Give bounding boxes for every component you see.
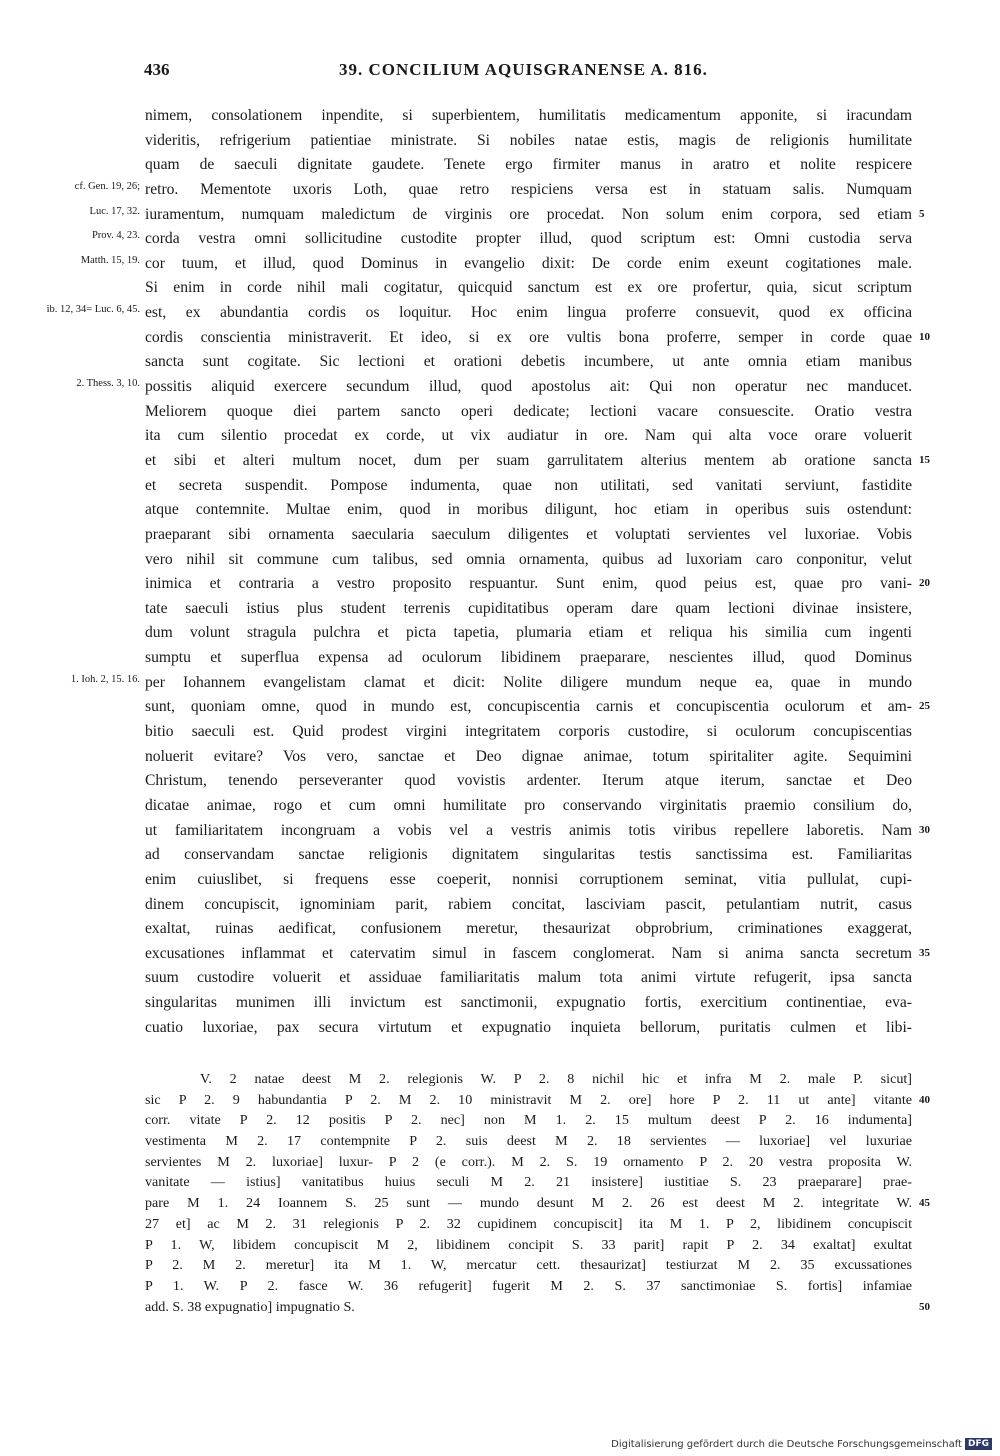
text-line — [0, 400, 1000, 425]
margin-reference: Luc. 17, 32. — [89, 205, 140, 217]
apparatus-line — [0, 1152, 1000, 1173]
line-text: dicatae animae, rogo et cum omni humilitate pro conservando virginitatis praemio consilium do, — [145, 796, 912, 814]
apparatus-text: corr. vitate P 2. 12 positis P 2. nec] non M 1. 2. 15 multum deest P 2. 16 indumenta] — [145, 1112, 912, 1129]
text-line — [0, 819, 1000, 844]
text-line — [0, 474, 1000, 499]
text-line — [0, 153, 1000, 178]
line-text: retro. Mementote uxoris Loth, quae retro respiciens versa est in statuam salis. Numquam — [145, 180, 912, 198]
text-line — [0, 966, 1000, 991]
text-line — [0, 745, 1000, 770]
line-number: 10 — [919, 330, 930, 343]
line-text: enim cuiuslibet, si frequens esse coeperit, nonnisi corruptionem seminat, vitia pullulat, cupi- — [145, 870, 912, 888]
apparatus-line — [0, 1255, 1000, 1276]
line-text: possitis aliquid exercere secundum illud, quod apostolus ait: Qui non operatur nec manducet. — [145, 378, 912, 396]
apparatus-line — [0, 1110, 1000, 1131]
text-line — [0, 720, 1000, 745]
apparatus-line — [0, 1090, 1000, 1111]
line-text: Si enim in corde nihil mali cogitatur, quicquid sanctum est ex ore profertur, quia, sicut scriptum — [145, 279, 912, 297]
apparatus-line — [0, 1276, 1000, 1297]
line-text: cor tuum, et illud, quod Dominus in evangelio dixit: De corde enim exeunt cogitationes male. — [145, 254, 912, 272]
text-line — [0, 572, 1000, 597]
line-text: sunt, quoniam omne, quod in mundo est, concupiscentia carnis et concupiscentia oculorum et am- — [145, 698, 912, 716]
margin-reference: Prov. 4, 23. — [91, 230, 140, 242]
text-line — [0, 917, 1000, 942]
margin-reference: 1. Ioh. 2, 15. 16. — [70, 673, 140, 685]
line-text: noluerit evitare? Vos vero, sanctae et Deo dignae animae, totum spiritaliter agite. Sequimini — [145, 747, 912, 765]
text-line — [0, 794, 1000, 819]
footer — [611, 1438, 992, 1450]
line-text: vero nihil sit commune cum talibus, sed omnia ornamenta, quibus ad luxoriam caro conponitur, velut — [145, 550, 912, 568]
apparatus-line — [0, 1235, 1000, 1256]
line-text: inimica et contraria a vestro proposito respuantur. Sunt enim, quod peius est, quae pro vani- — [145, 575, 912, 593]
line-number: 15 — [919, 453, 930, 466]
text-line — [0, 276, 1000, 301]
line-number: 20 — [919, 577, 930, 590]
text-line — [0, 646, 1000, 671]
text-line — [0, 424, 1000, 449]
text-line — [0, 350, 1000, 375]
line-text: et sibi et alteri multum nocet, dum per suam garrulitatem alterius mentem ab oratione sancta — [145, 451, 912, 469]
margin-reference: ib. 12, 34= Luc. 6, 45. — [46, 304, 140, 316]
text-line — [0, 991, 1000, 1016]
line-text: iuramentum, numquam maledictum de virginis ore procedat. Non solum enim corpora, sed etiam — [145, 205, 912, 223]
line-text: singularitas munimen illi invictum est sanctimonii, expugnatio fortis, exercitium continentiae, eva- — [145, 994, 912, 1012]
line-text: suum custodire voluerit et assiduae familiaritatis malum tota animi virtute refugerit, ipsa sancta — [145, 969, 912, 987]
line-text: dum volunt stragula pulchra et picta tapetia, plumaria etiam et reliqua his similia cum ingenti — [145, 624, 912, 642]
apparatus-line — [0, 1214, 1000, 1235]
line-text: est, ex abundantia cordis os loquitur. Hoc enim lingua proferre consuevit, quod ex officina — [145, 304, 912, 322]
apparatus-text: P 1. W, libidem concupiscit M 2, libidinem concipit S. 33 parit] rapit P 2. 34 exaltat] exultat — [145, 1236, 912, 1253]
line-text: ita cum silentio procedat ex corde, ut vix audiatur in ore. Nam qui alta voce orare voluerit — [145, 427, 912, 445]
line-text: excusationes inflammat et catervatim simul in fascem conglomerat. Nam si anima sancta secretum — [145, 944, 912, 962]
text-line — [0, 375, 1000, 400]
apparatus-text: add. S. 38 expugnatio] impugnatio S. — [145, 1298, 355, 1315]
footer-text: Digitalisierung gefördert durch die Deutsche Forschungsgemeinschaft — [611, 1438, 962, 1450]
apparatus-line — [0, 1297, 1000, 1318]
line-number: 35 — [919, 946, 930, 959]
text-line — [0, 548, 1000, 573]
text-line — [0, 1016, 1000, 1041]
line-number: 5 — [919, 207, 925, 220]
line-text: cordis conscientia ministraverit. Et ideo, si ex ore vultis bona proferre, semper in corde quae — [145, 328, 912, 346]
line-text: quam de saeculi dignitate gaudete. Tenete ergo firmiter manus in aratro et nolite respicere — [145, 156, 912, 174]
apparatus-text: 27 et] ac M 2. 31 relegionis P 2. 32 cupidinem concupiscit] ita M 1. P 2, libidinem concupiscit — [145, 1215, 912, 1232]
text-line — [0, 621, 1000, 646]
text-line — [0, 498, 1000, 523]
apparatus-text: servientes M 2. luxoriae] luxur- P 2 (e corr.). M 2. S. 19 ornamento P 2. 20 vestra proposita W. — [145, 1153, 912, 1170]
line-text: sumptu et superflua expensa ad oculorum libidinem praeparare, nescientes illud, quod Dominus — [145, 649, 912, 667]
text-line — [0, 449, 1000, 474]
line-number: 40 — [919, 1093, 930, 1106]
line-text: nimem, consolationem inpendite, si superbientem, humilitatis medicamentum apponite, si iracundam — [145, 107, 912, 124]
main-text — [0, 104, 1000, 1040]
running-title: 39. CONCILIUM AQUISGRANENSE A. 816. — [339, 60, 708, 79]
apparatus-text: V. 2 natae deest M 2. relegionis W. P 2. 8 nichil hic et infra M 2. male P. sicut] — [200, 1071, 912, 1087]
apparatus-text: pare M 1. 24 Ioannem S. 25 sunt — mundo desunt M 2. 26 est deest M 2. integritate W. — [145, 1195, 912, 1212]
line-text: et secreta suspendit. Pompose indumenta, quae non utilitati, sed vanitati serviunt, fastidite — [145, 476, 912, 494]
text-line — [0, 843, 1000, 868]
line-text: corda vestra omni sollicitudine custodite propter illud, quod scriptum est: Omni custodia serva — [145, 230, 912, 248]
text-line — [0, 301, 1000, 326]
apparatus-text: vanitate — istius] vanitatibus huius seculi M 2. 21 insistere] iustitiae S. 23 praeparare] prae- — [145, 1174, 912, 1191]
line-text: atque contemnite. Multae enim, quod in moribus diligunt, hoc etiam in operibus suis ostendunt: — [145, 501, 912, 519]
text-line — [0, 769, 1000, 794]
margin-reference: 2. Thess. 3, 10. — [76, 378, 140, 390]
text-line — [0, 523, 1000, 548]
text-line — [0, 695, 1000, 720]
line-text: per Iohannem evangelistam clamat et dicit: Nolite diligere mundum neque ea, quae in mundo — [145, 673, 912, 691]
text-line — [0, 868, 1000, 893]
line-text: dinem concupiscit, ignominiam parit, rabiem concitat, lasciviam pascit, petulantiam nutrit, casus — [145, 895, 912, 913]
text-line — [0, 252, 1000, 277]
page-header — [144, 60, 914, 84]
text-line — [0, 893, 1000, 918]
line-number: 45 — [919, 1197, 930, 1210]
line-number: 30 — [919, 823, 930, 836]
line-number: 25 — [919, 700, 930, 713]
line-text: Meliorem quoque diei partem sancto operi dedicate; lectioni vacare consuescite. Oratio vestra — [145, 402, 912, 420]
text-line — [0, 203, 1000, 228]
text-line — [0, 942, 1000, 967]
line-text: ad conservandam sanctae religionis dignitatem singularitas testis sanctissima est. Familiaritas — [145, 846, 912, 864]
line-text: bitio saeculi est. Quid prodest virgini integritatem corporis custodire, si oculorum concupiscentias — [145, 723, 912, 741]
line-text: sancta sunt cogitate. Sic lectioni et orationi debetis incumbere, ut ante omnia etiam manibus — [145, 353, 912, 371]
line-text: cuatio luxoriae, pax secura virtutum et expugnatio inquieta bellorum, puritatis culmen et libi- — [145, 1018, 912, 1036]
apparatus-text: P 2. M 2. meretur] ita M 1. W, mercatur cett. thesaurizat] testiurzat M 2. 35 excussationes — [145, 1257, 912, 1274]
text-line — [0, 671, 1000, 696]
apparatus-text: P 1. W. P 2. fasce W. 36 refugerit] fugerit M 2. S. 37 sanctimoniae S. fortis] infamiae — [145, 1277, 912, 1294]
text-line — [0, 129, 1000, 154]
critical-apparatus — [0, 1069, 1000, 1317]
apparatus-line — [0, 1069, 1000, 1090]
apparatus-line — [0, 1131, 1000, 1152]
line-number: 50 — [919, 1300, 930, 1313]
apparatus-text: vestimenta M 2. 17 contempnite P 2. suis deest M 2. 18 servientes — luxoriae] vel luxuriae — [145, 1133, 912, 1150]
text-line — [0, 597, 1000, 622]
dfg-logo: DFG — [965, 1438, 992, 1450]
text-line — [0, 178, 1000, 203]
margin-reference: Matth. 15, 19. — [80, 254, 140, 266]
line-text: praeparant sibi ornamenta saecularia saeculum diligentes et voluptati servientes vel luxoriae. Vobis — [145, 525, 912, 543]
page-number: 436 — [144, 60, 170, 79]
line-text: exaltat, ruinas aedificat, confusionem meretur, thesaurizat obprobrium, criminationes exaggerat, — [145, 920, 912, 938]
line-text: videritis, refrigerium patientiae ministrate. Si nobiles natae estis, magis de religionis humilitate — [145, 131, 912, 149]
line-text: ut familiaritatem incongruam a vobis vel a vestris animis totis viribus repellere laboretis. Nam — [145, 821, 912, 839]
text-line — [0, 326, 1000, 351]
text-line — [0, 104, 1000, 129]
line-text: tate saeculi istius plus student terrenis cupiditatibus operam dare quam lectioni divinae insistere, — [145, 599, 912, 617]
margin-reference: cf. Gen. 19, 26; — [74, 180, 140, 192]
apparatus-text: sic P 2. 9 habundantia P 2. M 2. 10 ministravit M 2. ore] hore P 2. 11 ut ante] vitante — [145, 1091, 912, 1108]
apparatus-line — [0, 1193, 1000, 1214]
apparatus-line — [0, 1172, 1000, 1193]
line-text: Christum, tenendo perseveranter quod vovistis ardenter. Iterum atque iterum, sanctae et Deo — [145, 772, 912, 790]
text-line — [0, 227, 1000, 252]
